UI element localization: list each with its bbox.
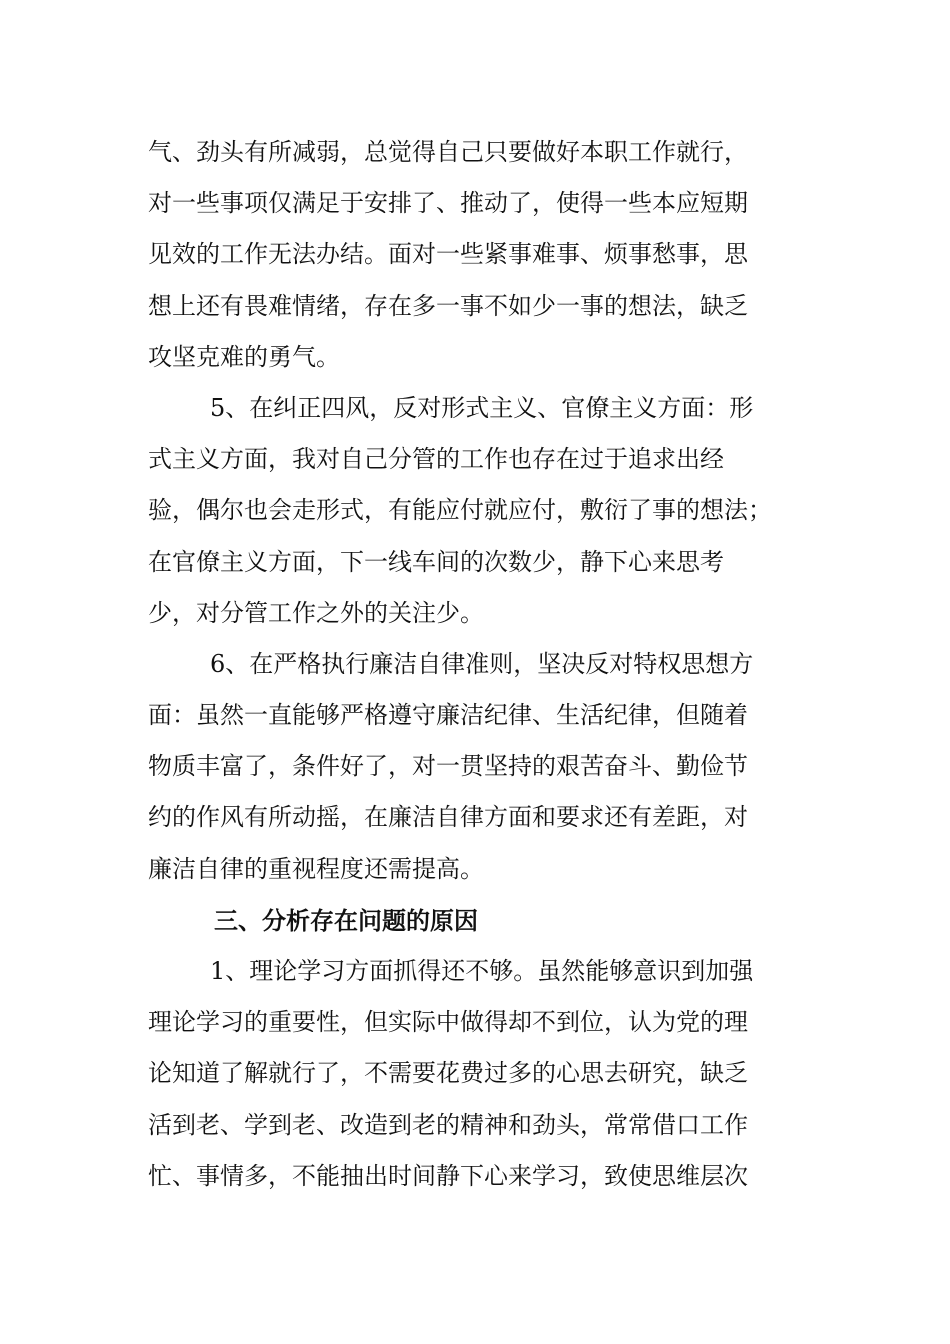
text-line: 面：虽然一直能够严格遵守廉洁纪律、生活纪律，但随着 xyxy=(148,701,748,730)
text-line: 在官僚主义方面，下一线车间的次数少，静下心来思考 xyxy=(148,547,724,576)
paragraph-5-start: 5、在纠正四风，反对形式主义、官僚主义方面：形 xyxy=(210,393,754,422)
text-line: 约的作风有所动摇，在廉洁自律方面和要求还有差距，对 xyxy=(148,803,748,832)
text-line: 想上还有畏难情绪，存在多一事不如少一事的想法，缺乏 xyxy=(148,291,748,320)
document-body xyxy=(148,127,808,1202)
text-line: 验，偶尔也会走形式，有能应付就应付，敷衍了事的想法； xyxy=(148,496,772,525)
paragraph-6-start: 6、在严格执行廉洁自律准则，坚决反对特权思想方 xyxy=(210,649,754,678)
text-line: 活到老、学到老、改造到老的精神和劲头，常常借口工作 xyxy=(148,1110,748,1139)
text-line: 气、劲头有所减弱，总觉得自己只要做好本职工作就行， xyxy=(148,138,748,166)
text-line: 廉洁自律的重视程度还需提高。 xyxy=(148,854,484,883)
text-line: 式主义方面，我对自己分管的工作也存在过于追求出经 xyxy=(148,445,724,474)
text-line: 物质丰富了，条件好了，对一贯坚持的艰苦奋斗、勤俭节 xyxy=(148,752,748,781)
text-line: 理论学习的重要性，但实际中做得却不到位，认为党的理 xyxy=(148,1008,748,1037)
section-heading: 三、分析存在问题的原因 xyxy=(214,905,478,935)
text-line: 忙、事情多，不能抽出时间静下心来学习，致使思维层次 xyxy=(148,1161,748,1190)
text-line: 见效的工作无法办结。面对一些紧事难事、烦事愁事，思 xyxy=(148,240,748,269)
paragraph-1-start: 1、理论学习方面抓得还不够。虽然能够意识到加强 xyxy=(210,957,754,985)
text-line: 论知道了解就行了，不需要花费过多的心思去研究，缺乏 xyxy=(148,1059,748,1088)
text-line: 对一些事项仅满足于安排了、推动了，使得一些本应短期 xyxy=(148,189,748,218)
text-line: 少，对分管工作之外的关注少。 xyxy=(148,598,484,627)
text-line: 攻坚克难的勇气。 xyxy=(148,342,340,371)
